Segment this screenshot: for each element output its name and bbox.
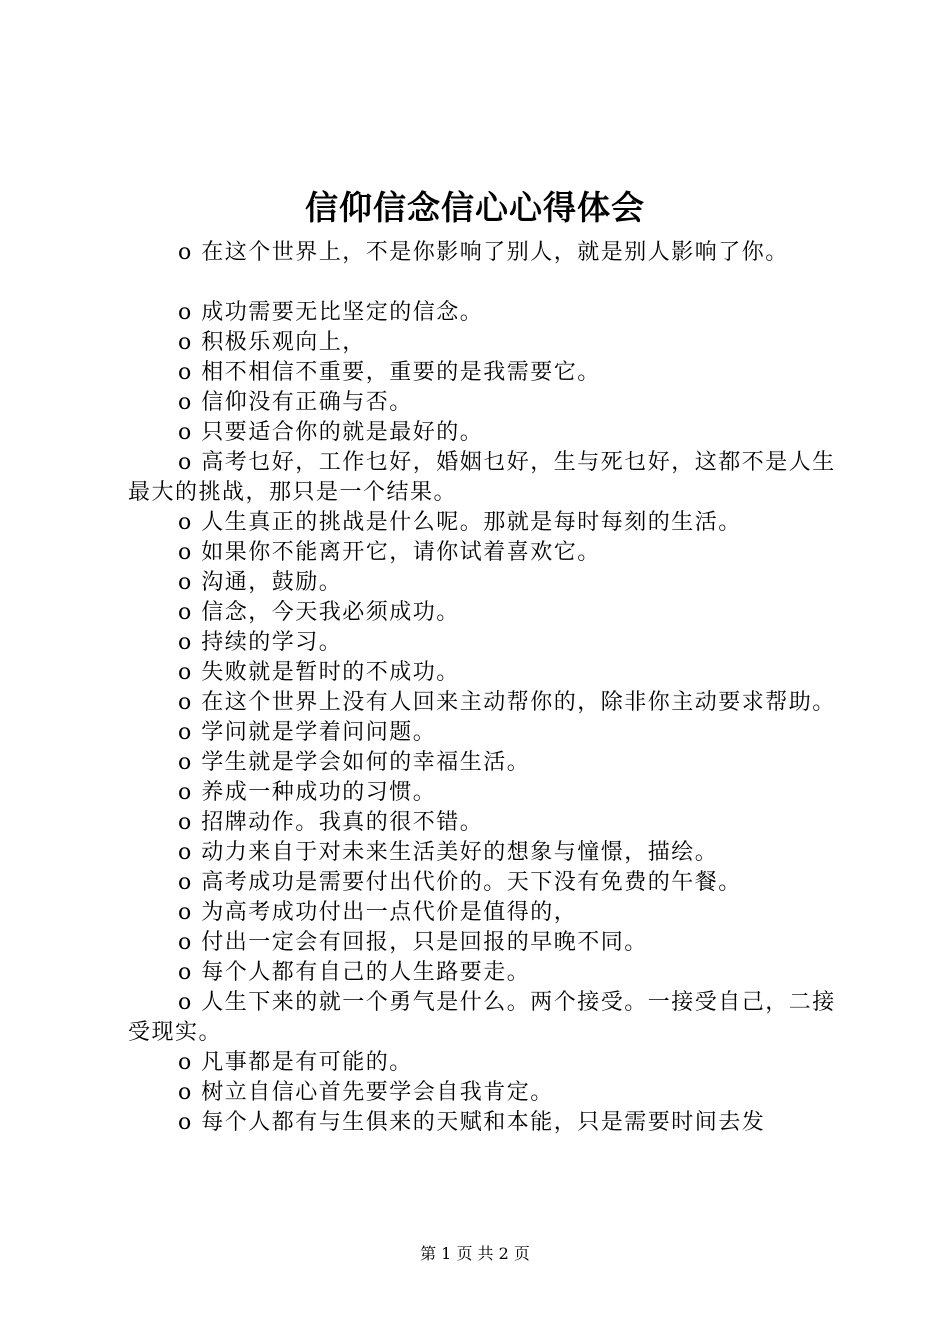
paragraph: o 在这个世界上没有人回来主动帮你的，除非你主动要求帮助。 — [178, 690, 836, 715]
paragraph: o 学生就是学会如何的幸福生活。 — [178, 750, 531, 775]
paragraph: o 养成一种成功的习惯。 — [178, 780, 437, 805]
paragraph: o 动力来自于对未来生活美好的想象与憧憬，描绘。 — [178, 840, 719, 865]
paragraph: o 信念，今天我必须成功。 — [178, 600, 460, 625]
paragraph: o 树立自信心首先要学会自我肯定。 — [178, 1080, 554, 1105]
paragraph: o 学问就是学着问问题。 — [178, 720, 437, 745]
paragraph: o 凡事都是有可能的。 — [178, 1050, 413, 1075]
paragraph: o 为高考成功付出一点代价是值得的， — [178, 900, 578, 925]
paragraph: o 相不相信不重要，重要的是我需要它。 — [178, 360, 601, 385]
page-footer: 第 1 页 共 2 页 — [420, 1244, 530, 1263]
paragraph: o 成功需要无比坚定的信念。 — [178, 300, 484, 325]
document-body — [128, 238, 848, 1138]
paragraph: o 每个人都有与生俱来的天赋和本能，只是需要时间去发 — [178, 1110, 766, 1135]
paragraph: o 如果你不能离开它，请你试着喜欢它。 — [178, 540, 601, 565]
paragraph: o 在这个世界上，不是你影响了别人，就是别人影响了你。 — [178, 240, 789, 265]
paragraph: o 持续的学习。 — [178, 630, 343, 655]
paragraph: o 每个人都有自己的人生路要走。 — [178, 960, 531, 985]
paragraph: o 积极乐观向上， — [178, 330, 366, 355]
paragraph: o 信仰没有正确与否。 — [178, 390, 413, 415]
paragraph: o 付出一定会有回报，只是回报的早晚不同。 — [178, 930, 648, 955]
paragraph: o 沟通，鼓励。 — [178, 570, 343, 595]
page-title: 信仰信念信心心得体会 — [305, 188, 645, 227]
paragraph: o 失败就是暂时的不成功。 — [178, 660, 460, 685]
paragraph: o 人生真正的挑战是什么呢。那就是每时每刻的生活。 — [178, 510, 742, 535]
paragraph: o 招牌动作。我真的很不错。 — [178, 810, 484, 835]
paragraph: o 人生下来的就一个勇气是什么。两个接受。一接受自己，二接受现实。 — [128, 990, 836, 1045]
paragraph: o 只要适合你的就是最好的。 — [178, 420, 484, 445]
paragraph: o 高考乜好，工作乜好，婚姻乜好，生与死乜好，这都不是人生最大的挑战，那只是一个结果。 — [128, 450, 836, 505]
paragraph: o 高考成功是需要付出代价的。天下没有免费的午餐。 — [178, 870, 742, 895]
